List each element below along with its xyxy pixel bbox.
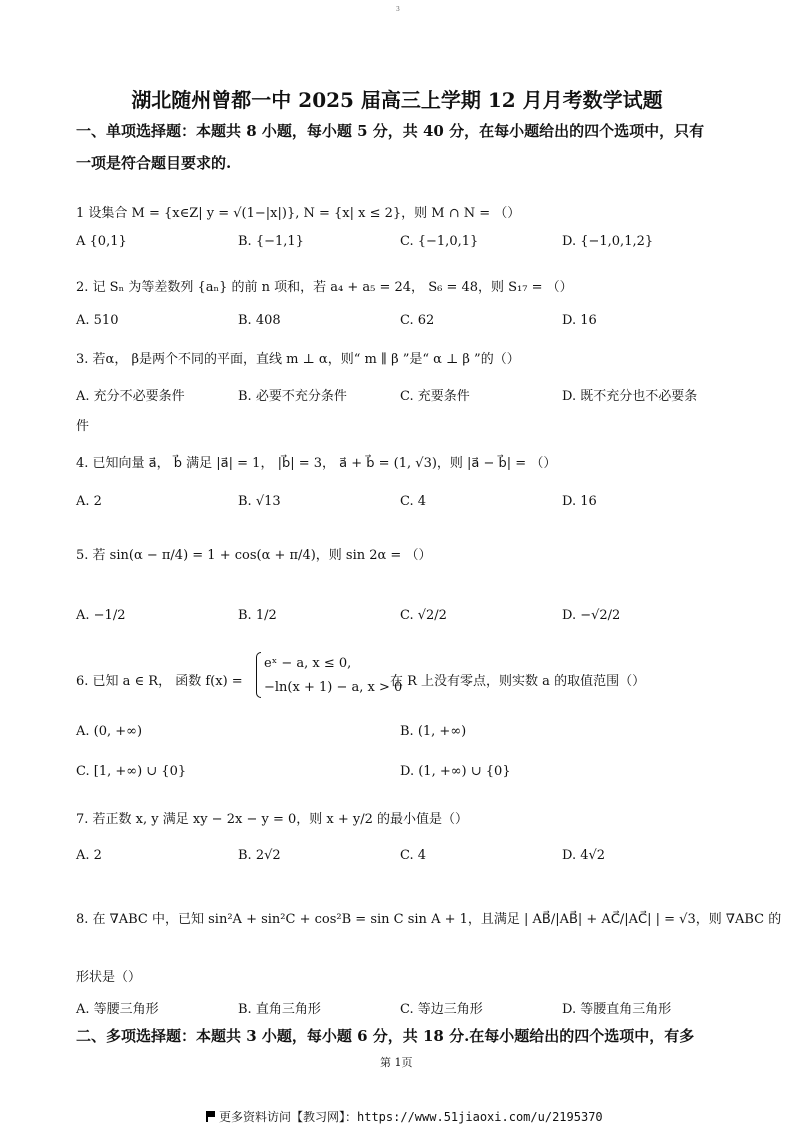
question-8-option-a[interactable]: A. 等腰三角形 xyxy=(76,1002,159,1017)
question-6-option-c[interactable]: C. [1, +∞) ∪ {0} xyxy=(76,764,187,779)
question-3-option-d[interactable]: D. 既不充分也不必要条 xyxy=(562,389,698,404)
question-1-stem: 1 设集合 M = {x∈Z| y = √(1−|x|)}, N = {x| x ≤ 2}，则 M ∩ N = （） xyxy=(76,206,521,221)
question-3-option-d-wrap: 件 xyxy=(76,419,90,434)
question-3-option-a[interactable]: A. 充分不必要条件 xyxy=(76,389,185,404)
question-8-stem: 8. 在 ∇ABC 中，已知 sin²A + sin²C + cos²B = sin C sin A + 1，且满足 | AB⃗/|AB⃗| + AC⃗/|AC⃗| | = √3，则 ∇ABC 的 xyxy=(76,912,782,927)
question-6-piece-2: −ln(x + 1) − a, x > 0 xyxy=(264,680,403,695)
question-3-option-c[interactable]: C. 充要条件 xyxy=(400,389,470,404)
question-4-option-a[interactable]: A. 2 xyxy=(76,494,102,509)
piecewise-brace xyxy=(256,652,261,698)
question-4-option-d[interactable]: D. 16 xyxy=(562,494,597,509)
question-7-option-c[interactable]: C. 4 xyxy=(400,848,427,863)
question-8-option-d[interactable]: D. 等腰直角三角形 xyxy=(562,1002,672,1017)
question-8-stem-wrap: 形状是（） xyxy=(76,970,142,985)
section1-heading-line2: 一项是符合题目要求的. xyxy=(76,154,232,172)
question-1-option-d[interactable]: D. {−1,0,1,2} xyxy=(562,234,654,249)
question-2-option-b[interactable]: B. 408 xyxy=(238,313,281,328)
page-number: 第 1页 xyxy=(380,1056,413,1069)
question-8-option-b[interactable]: B. 直角三角形 xyxy=(238,1002,321,1017)
question-2-option-a[interactable]: A. 510 xyxy=(76,313,119,328)
question-3-stem: 3. 若α， β是两个不同的平面，直线 m ⊥ α，则“ m ∥ β ”是“ α ⊥ β ”的（） xyxy=(76,352,520,367)
question-4-option-b[interactable]: B. √13 xyxy=(238,494,281,509)
question-6-option-a[interactable]: A. (0, +∞) xyxy=(76,724,143,739)
question-1-option-b[interactable]: B. {−1,1} xyxy=(238,234,304,249)
question-8-option-c[interactable]: C. 等边三角形 xyxy=(400,1002,483,1017)
exam-title: 湖北随州曾都一中 2025 届高三上学期 12 月月考数学试题 xyxy=(131,88,663,112)
question-4-stem: 4. 已知向量 a⃗， b⃗ 满足 |a⃗| = 1， |b⃗| = 3， a⃗ + b⃗ = (1, √3)，则 |a⃗ − b⃗| = （） xyxy=(76,456,557,471)
footer-link[interactable] xyxy=(206,1108,603,1125)
question-7-option-b[interactable]: B. 2√2 xyxy=(238,848,281,863)
question-1-option-a[interactable]: A {0,1} xyxy=(76,234,127,249)
question-2-stem: 2. 记 Sₙ 为等差数列 {aₙ} 的前 n 项和，若 a₄ + a₅ = 24， S₆ = 48，则 S₁₇ = （） xyxy=(76,280,573,295)
question-5-option-b[interactable]: B. 1/2 xyxy=(238,608,277,623)
question-1-option-c[interactable]: C. {−1,0,1} xyxy=(400,234,479,249)
question-2-option-d[interactable]: D. 16 xyxy=(562,313,597,328)
question-6-stem-start: 6. 已知 a ∈ R， 函数 f(x) = xyxy=(76,674,243,689)
question-5-option-a[interactable]: A. −1/2 xyxy=(76,608,126,623)
question-7-stem: 7. 若正数 x, y 满足 xy − 2x − y = 0，则 x + y/2 的最小值是（） xyxy=(76,812,468,827)
question-6-option-d[interactable]: D. (1, +∞) ∪ {0} xyxy=(400,764,511,779)
footer-link-text[interactable]: 更多资料访问【教习网】：https://www.51jiaoxi.com/u/2195370 xyxy=(219,1110,603,1124)
question-4-option-c[interactable]: C. 4 xyxy=(400,494,427,509)
question-3-option-b[interactable]: B. 必要不充分条件 xyxy=(238,389,347,404)
question-5-stem: 5. 若 sin(α − π/4) = 1 + cos(α + π/4)，则 sin 2α = （） xyxy=(76,548,432,563)
question-7-option-a[interactable]: A. 2 xyxy=(76,848,102,863)
question-5-option-d[interactable]: D. −√2/2 xyxy=(562,608,621,623)
flag-icon xyxy=(206,1111,215,1122)
question-6-option-b[interactable]: B. (1, +∞) xyxy=(400,724,467,739)
section1-heading-line1: 一、单项选择题：本题共 8 小题，每小题 5 分，共 40 分，在每小题给出的四个选项中，只有 xyxy=(76,122,705,140)
top-page-mark: 3 xyxy=(396,6,400,13)
question-2-option-c[interactable]: C. 62 xyxy=(400,313,435,328)
question-5-option-c[interactable]: C. √2/2 xyxy=(400,608,447,623)
question-7-option-d[interactable]: D. 4√2 xyxy=(562,848,606,863)
question-6-stem-end: 在 R 上没有零点，则实数 a 的取值范围（） xyxy=(390,674,646,689)
question-6-piece-1: eˣ − a, x ≤ 0, xyxy=(264,656,352,671)
section2-heading-line1: 二、多项选择题：本题共 3 小题，每小题 6 分，共 18 分.在每小题给出的四个选项中，有多 xyxy=(76,1027,695,1045)
